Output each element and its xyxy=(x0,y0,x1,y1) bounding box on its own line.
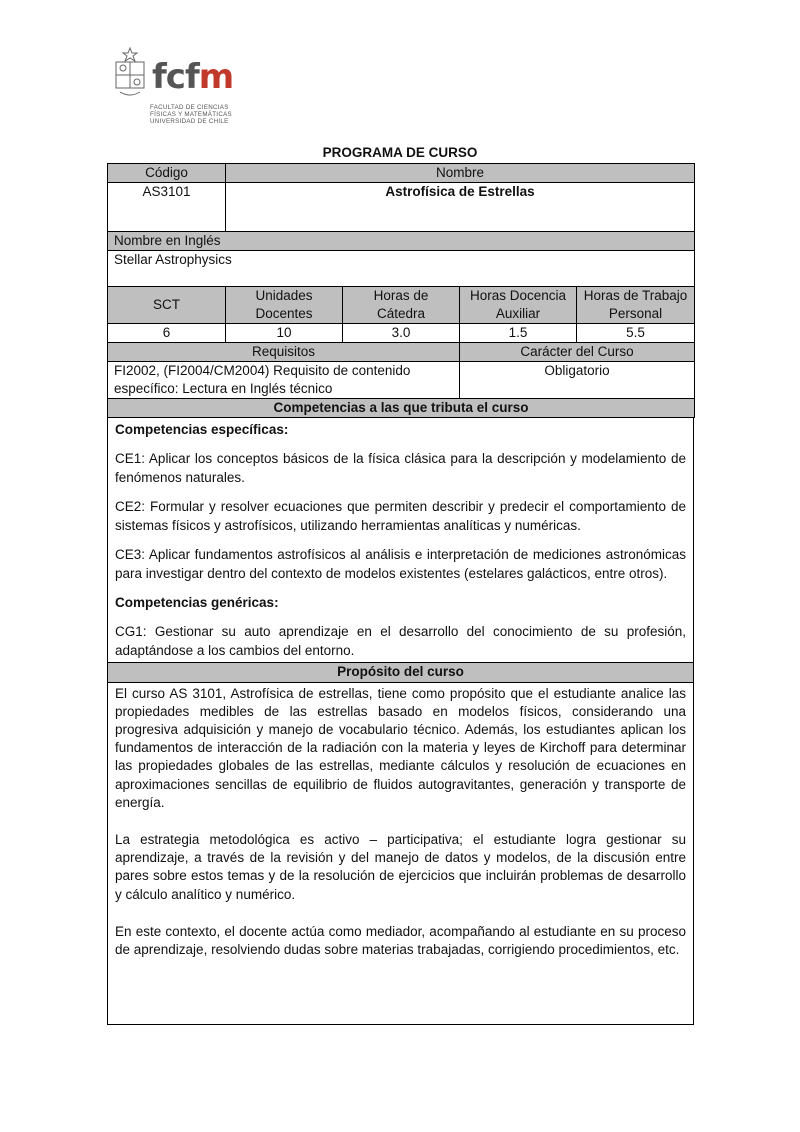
competency-item: CG1: Gestionar su auto aprendizaje en el desarrollo del conocimiento de su profesión, adaptándose a los cambios del entorno. xyxy=(115,624,686,658)
requirements-header: Requisitos xyxy=(108,343,460,362)
purpose-section xyxy=(107,683,694,1025)
logo-line: FÍSICAS Y MATEMÁTICAS xyxy=(150,111,232,118)
specific-competencies-title: Competencias específicas: xyxy=(115,422,289,437)
credits-value: 6 xyxy=(108,324,226,343)
competency-item: CE1: Aplicar los conceptos básicos de la física clásica para la descripción y modelamiento de fenómenos naturales. xyxy=(115,451,686,485)
course-table xyxy=(107,163,695,418)
requirements-value: FI2002, (FI2004/CM2004) Requisito de contenido específico: Lectura en Inglés técnico xyxy=(108,362,460,399)
purpose-header-table xyxy=(107,663,694,683)
competency-item: CE3: Aplicar fundamentos astrofísicos al análisis e interpretación de mediciones astronómicas para investigar dentro del contexto de modelos existentes (estelares galácticos, entre otros). xyxy=(115,547,686,581)
generic-competencies-title: Competencias genéricas: xyxy=(115,595,279,610)
credits-header: Horas de Cátedra xyxy=(343,287,460,324)
credits-header: Unidades Docentes xyxy=(226,287,343,324)
credits-header: Horas de Trabajo Personal xyxy=(577,287,695,324)
character-header: Carácter del Curso xyxy=(460,343,695,362)
name-header: Nombre xyxy=(226,164,695,183)
credits-header: SCT xyxy=(108,287,226,324)
page-title: PROGRAMA DE CURSO xyxy=(322,145,478,160)
competencies-header: Competencias a las que tributa el curso xyxy=(108,399,695,418)
course-program-form xyxy=(107,163,694,1025)
course-code: AS3101 xyxy=(108,183,226,232)
logo-line: UNIVERSIDAD DE CHILE xyxy=(150,118,229,125)
credits-header: Horas Docencia Auxiliar xyxy=(460,287,577,324)
fcfm-logo xyxy=(112,46,242,130)
purpose-header: Propósito del curso xyxy=(108,663,694,682)
english-name-header: Nombre en Inglés xyxy=(108,232,695,251)
credits-value: 10 xyxy=(226,324,343,343)
competencies-section xyxy=(107,418,694,663)
code-header: Código xyxy=(108,164,226,183)
purpose-paragraph: El curso AS 3101, Astrofísica de estrellas, tiene como propósito que el estudiante analice las propiedades medibles de las estrellas basado en modelos físicos, considerando una progresiva adquisición y manejo de vocabulario técnico. Además, los estudiantes aplican los fundamentos de interacción de la radiación con la materia y leyes de Kirchoff para determinar las propiedades globales de las estrellas, mediante cálculos y resolución de ecuaciones en aproximaciones sencillas de equilibrio de fluidos autogravitantes, generación y transporte de energía. xyxy=(115,685,686,810)
credits-value: 1.5 xyxy=(460,324,577,343)
competency-item: CE2: Formular y resolver ecuaciones que permiten describir y predecir el comportamiento de sistemas físicos y astrofísicos, utilizando herramientas analíticas y numéricas. xyxy=(115,499,686,533)
fcfm-wordmark: fcfm xyxy=(152,57,234,97)
university-crest-icon xyxy=(112,46,148,98)
credits-value: 3.0 xyxy=(343,324,460,343)
course-character: Obligatorio xyxy=(460,362,695,399)
logo-line: FACULTAD DE CIENCIAS xyxy=(150,104,229,111)
purpose-paragraph: La estrategia metodológica es activo – participativa; el estudiante logra gestionar su aprendizaje, a través de la revisión y del manejo de datos y modelos, de la discusión entre pares sobre estos temas y de la resolución de ejercicios que incluirán problemas de desarrollo y cálculo analítico y numérico. xyxy=(115,831,686,902)
purpose-paragraph: En este contexto, el docente actúa como mediador, acompañando al estudiante en su proceso de aprendizaje, resolviendo dudas sobre materias trabajadas, corrigiendo procedimientos, etc. xyxy=(115,923,686,957)
course-name: Astrofísica de Estrellas xyxy=(226,183,695,232)
english-name: Stellar Astrophysics xyxy=(108,251,695,287)
credits-value: 5.5 xyxy=(577,324,695,343)
